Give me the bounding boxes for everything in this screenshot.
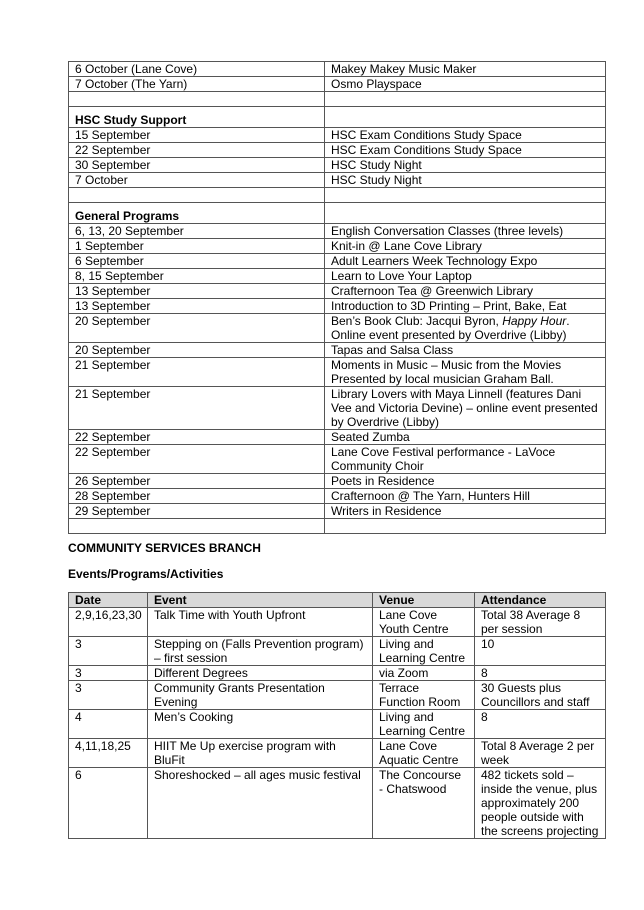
event-date: 28 September	[69, 489, 325, 504]
event-attendance: 482 tickets sold – inside the venue, plus approximately 200 people outside with the screens projecting	[475, 768, 606, 839]
event-name: Crafternoon @ The Yarn, Hunters Hill	[325, 489, 606, 504]
event-name: HSC Study Night	[325, 173, 606, 188]
column-header-venue: Venue	[373, 593, 475, 608]
event-date: 21 September	[69, 387, 325, 430]
event-attendance: Total 8 Average 2 per week	[475, 739, 606, 768]
table-row	[69, 269, 606, 284]
column-header-attendance: Attendance	[475, 593, 606, 608]
empty-cell	[325, 107, 606, 128]
table-row	[69, 254, 606, 269]
event-name: HIIT Me Up exercise program with BluFit	[148, 739, 373, 768]
table-row	[69, 430, 606, 445]
event-date: 22 September	[69, 143, 325, 158]
table-row	[69, 77, 606, 92]
event-name: Shoreshocked – all ages music festival	[148, 768, 373, 839]
event-date: 13 September	[69, 284, 325, 299]
event-date: 3	[69, 681, 148, 710]
event-name: Different Degrees	[148, 666, 373, 681]
event-attendance: 10	[475, 637, 606, 666]
event-name-part: Ben’s Book Club: Jacqui Byron,	[331, 314, 503, 328]
event-venue: Living and Learning Centre	[373, 637, 475, 666]
section-heading: HSC Study Support	[69, 107, 325, 128]
event-name: Tapas and Salsa Class	[325, 343, 606, 358]
event-date: 1 September	[69, 239, 325, 254]
table-row	[69, 637, 606, 666]
event-date: 20 September	[69, 343, 325, 358]
event-date: 2,9,16,23,30	[69, 608, 148, 637]
event-date: 22 September	[69, 445, 325, 474]
event-attendance: 8	[475, 666, 606, 681]
empty-cell	[325, 203, 606, 224]
table-row	[69, 299, 606, 314]
table-row	[69, 681, 606, 710]
event-date: 7 October	[69, 173, 325, 188]
table-row	[69, 358, 606, 387]
empty-cell	[69, 92, 325, 107]
event-date: 7 October (The Yarn)	[69, 77, 325, 92]
table-row	[69, 314, 606, 343]
event-attendance: 30 Guests plus Councillors and staff	[475, 681, 606, 710]
event-name: Writers in Residence	[325, 504, 606, 519]
table-row	[69, 608, 606, 637]
event-venue: Terrace Function Room	[373, 681, 475, 710]
event-date: 4,11,18,25	[69, 739, 148, 768]
spacer-row	[69, 519, 606, 534]
table-row	[69, 284, 606, 299]
section-heading-row	[69, 107, 606, 128]
empty-cell	[325, 92, 606, 107]
spacer-row	[69, 188, 606, 203]
event-name: Poets in Residence	[325, 474, 606, 489]
event-date: 6 October (Lane Cove)	[69, 62, 325, 77]
community-events-table	[68, 592, 606, 839]
spacer-row	[69, 92, 606, 107]
event-date: 26 September	[69, 474, 325, 489]
section-heading: General Programs	[69, 203, 325, 224]
table-row	[69, 239, 606, 254]
event-date: 15 September	[69, 128, 325, 143]
event-name: Lane Cove Festival performance - LaVoce Community Choir	[325, 445, 606, 474]
event-name: Stepping on (Falls Prevention program) – first session	[148, 637, 373, 666]
event-name: Community Grants Presentation Evening	[148, 681, 373, 710]
table-row	[69, 474, 606, 489]
event-date: 4	[69, 710, 148, 739]
event-name: Osmo Playspace	[325, 77, 606, 92]
table-row	[69, 128, 606, 143]
section-title: COMMUNITY SERVICES BRANCH	[68, 541, 261, 555]
table-row	[69, 445, 606, 474]
event-name: English Conversation Classes (three levels)	[325, 224, 606, 239]
event-venue: Lane Cove Aquatic Centre	[373, 739, 475, 768]
table-row	[69, 387, 606, 430]
event-name: Men’s Cooking	[148, 710, 373, 739]
empty-cell	[325, 188, 606, 203]
event-date: 21 September	[69, 358, 325, 387]
event-name: HSC Exam Conditions Study Space	[325, 143, 606, 158]
column-header-date: Date	[69, 593, 148, 608]
event-date: 30 September	[69, 158, 325, 173]
event-date: 3	[69, 637, 148, 666]
table-row	[69, 768, 606, 839]
event-venue: via Zoom	[373, 666, 475, 681]
event-name: Crafternoon Tea @ Greenwich Library	[325, 284, 606, 299]
event-name: Library Lovers with Maya Linnell (features Dani Vee and Victoria Devine) – online event presented by Overdrive (Libby)	[325, 387, 606, 430]
table-row	[69, 343, 606, 358]
section-heading-row	[69, 203, 606, 224]
event-name: Talk Time with Youth Upfront	[148, 608, 373, 637]
table-header-row	[69, 593, 606, 608]
library-events-table	[68, 61, 606, 534]
event-date: 22 September	[69, 430, 325, 445]
event-name: Knit-in @ Lane Cove Library	[325, 239, 606, 254]
event-date: 8, 15 September	[69, 269, 325, 284]
event-date: 29 September	[69, 504, 325, 519]
event-attendance: 8	[475, 710, 606, 739]
table-row	[69, 710, 606, 739]
event-name-part: . Online event presented by Overdrive (Libby)	[331, 314, 570, 342]
table-row	[69, 739, 606, 768]
event-date: 3	[69, 666, 148, 681]
table-row	[69, 504, 606, 519]
table-row	[69, 666, 606, 681]
event-name: Makey Makey Music Maker	[325, 62, 606, 77]
empty-cell	[325, 519, 606, 534]
event-venue: Lane Cove Youth Centre	[373, 608, 475, 637]
table-row	[69, 62, 606, 77]
event-date: 6	[69, 768, 148, 839]
empty-cell	[69, 188, 325, 203]
event-title-italic: Happy Hour	[502, 314, 567, 328]
event-venue: The Concourse - Chatswood	[373, 768, 475, 839]
event-name: Learn to Love Your Laptop	[325, 269, 606, 284]
event-name: Moments in Music – Music from the Movies Presented by local musician Graham Ball.	[325, 358, 606, 387]
event-name: Seated Zumba	[325, 430, 606, 445]
column-header-event: Event	[148, 593, 373, 608]
event-date: 6 September	[69, 254, 325, 269]
empty-cell	[69, 519, 325, 534]
event-attendance: Total 38 Average 8 per session	[475, 608, 606, 637]
event-name: Introduction to 3D Printing – Print, Bake, Eat	[325, 299, 606, 314]
event-name: HSC Study Night	[325, 158, 606, 173]
table-row	[69, 143, 606, 158]
event-date: 13 September	[69, 299, 325, 314]
event-venue: Living and Learning Centre	[373, 710, 475, 739]
event-name: Adult Learners Week Technology Expo	[325, 254, 606, 269]
table-row	[69, 173, 606, 188]
event-date: 20 September	[69, 314, 325, 343]
event-name: HSC Exam Conditions Study Space	[325, 128, 606, 143]
table-row	[69, 224, 606, 239]
section-subtitle: Events/Programs/Activities	[68, 567, 224, 581]
table-row	[69, 489, 606, 504]
table-row	[69, 158, 606, 173]
event-name	[325, 314, 606, 343]
event-date: 6, 13, 20 September	[69, 224, 325, 239]
